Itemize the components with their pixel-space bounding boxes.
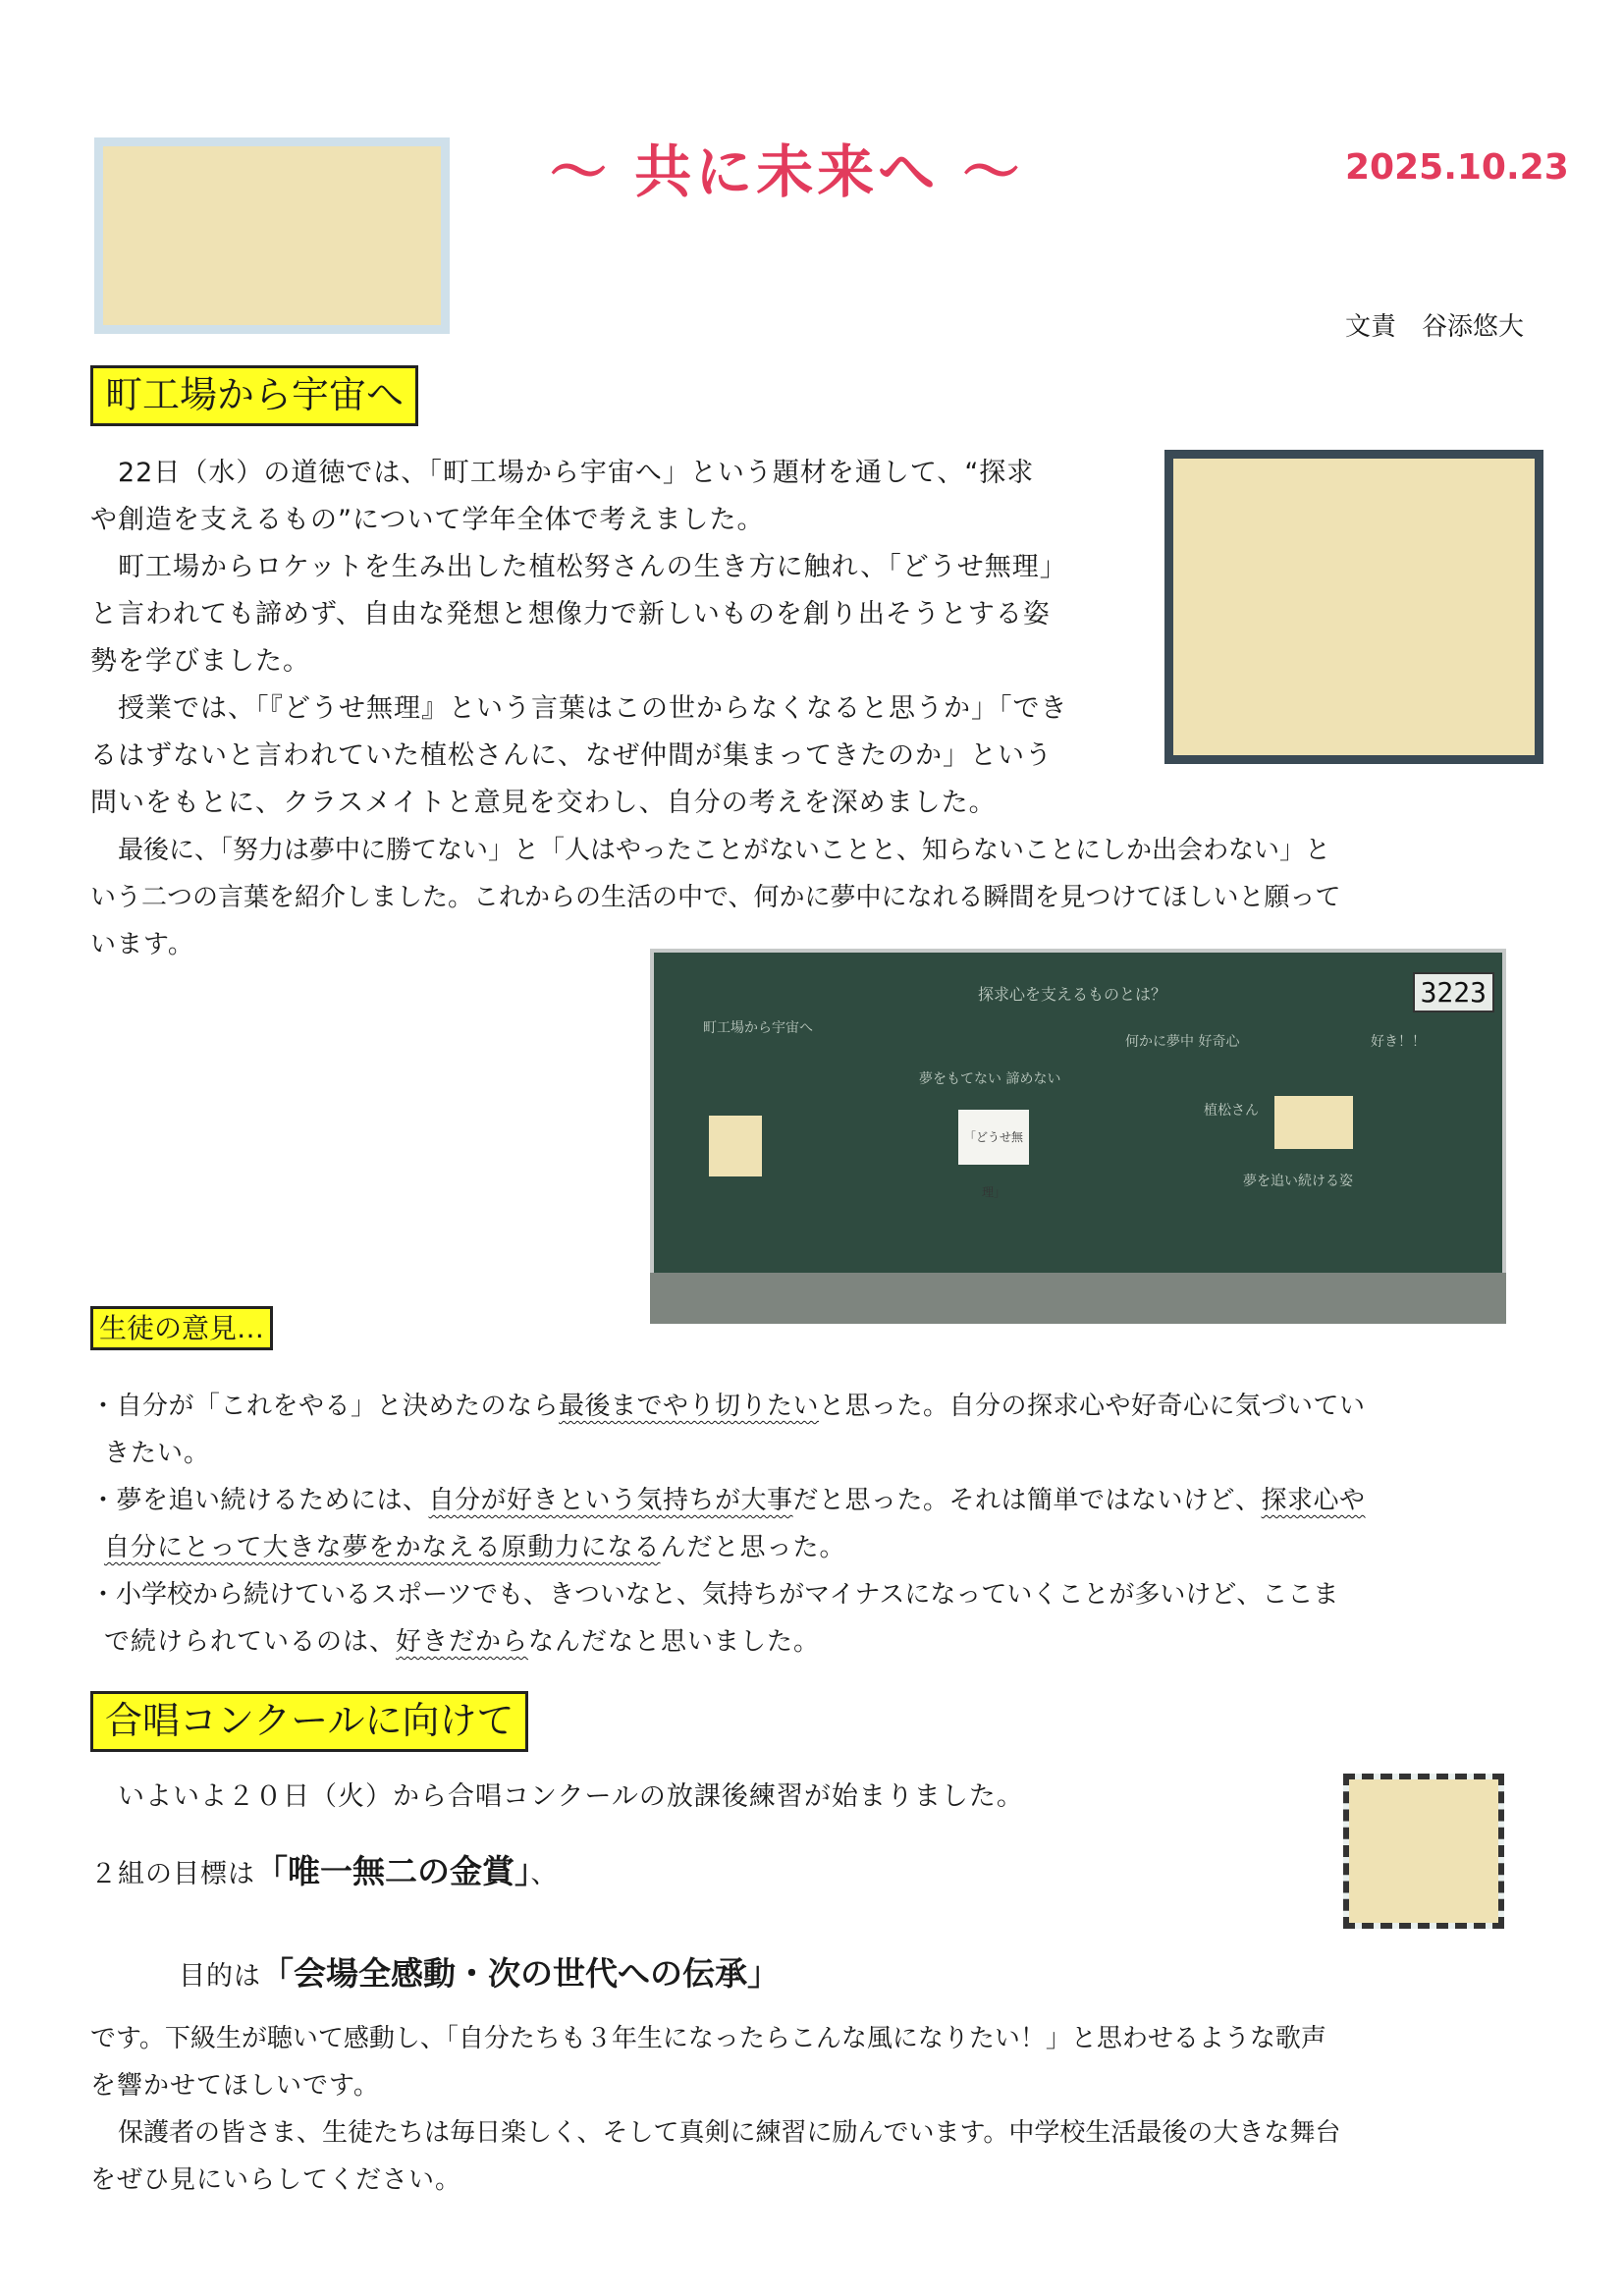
text: ・夢を追い続けるためには、	[90, 1486, 429, 1515]
board-counter: 3223	[1413, 972, 1494, 1012]
text: ・自分が「これをやる」と決めたのなら	[90, 1392, 560, 1421]
underlined-text: 自分にとって大きな夢をかなえる原動力になる	[104, 1533, 661, 1562]
redacted-image	[1349, 1779, 1498, 1923]
chalk-text: 町工場から宇宙へ	[703, 1020, 813, 1036]
underlined-text: 探求心や	[1261, 1486, 1366, 1515]
chalkboard-photo	[650, 949, 1506, 1324]
author-byline: 文責 谷添悠大	[1345, 312, 1525, 342]
opinion-item: ・小学校から続けているスポーツでも、きついなと、気持ちがマイナスになっていくことが多いけど、ここま	[90, 1580, 1339, 1610]
paragraph: いよいよ２０日（火）から合唱コンクールの放課後練習が始まりました。	[118, 1781, 1024, 1812]
redacted-image	[103, 146, 441, 325]
section2-body	[90, 2015, 1543, 2204]
section1-body-wide	[90, 827, 1543, 968]
redacted-image	[1274, 1096, 1353, 1149]
lesson-photo	[1164, 450, 1543, 764]
underlined-text: 最後までやり切りたい	[559, 1392, 820, 1421]
class-goal	[90, 1846, 559, 1898]
page-title: ～ 共に未来へ ～	[550, 138, 1024, 205]
opinion-item	[90, 1383, 1543, 1430]
goal-value: 「唯一無二の金賞」	[255, 1852, 531, 1890]
paragraph: 最後に、「努力は夢中に勝てない」と「人はやったことがないことと、知らないことにしか出会わない」と	[118, 836, 1331, 865]
chalk-text: 夢を追い続ける姿	[1243, 1174, 1353, 1189]
chalk-text: 夢をもてない 諦めない	[919, 1071, 1061, 1087]
text: んだと思った。	[660, 1533, 846, 1562]
paragraph: を響かせてほしいです。	[90, 2071, 380, 2101]
chorus-photo	[1343, 1774, 1504, 1929]
paragraph: や創造を支えるもの”について学年全体で考えました。	[90, 505, 765, 535]
chalk-text: 探求心を支えるものとは？	[978, 985, 1167, 1004]
chalk-text: 何かに夢中 好奇心	[1125, 1034, 1240, 1050]
section-heading-opinions: 生徒の意見…	[90, 1306, 273, 1350]
header-photo	[94, 137, 450, 334]
chalk-text: 植松さん	[1204, 1103, 1259, 1119]
opinion-item	[90, 1524, 1543, 1571]
board-paper: 「どうせ無理」	[958, 1110, 1029, 1165]
paragraph: です。下級生が聴いて感動し、「自分たちも３年生になったらこんな風になりたい！」と思わせるような歌声	[90, 2024, 1326, 2053]
paragraph: るはずないと言われていた植松さんに、なぜ仲間が集まってきたのか」という	[90, 740, 1053, 771]
text: だと思った。それは簡単ではないけど、	[792, 1486, 1262, 1515]
text: なんだなと思いました。	[528, 1627, 821, 1657]
section-heading-chorus: 合唱コンクールに向けて	[90, 1691, 528, 1752]
underlined-text: 自分が好きという気持ちが大事	[428, 1486, 793, 1515]
redacted-image	[1173, 459, 1535, 755]
paragraph: 町工場からロケットを生み出した植松努さんの生き方に触れ、「どうせ無理」	[118, 552, 1067, 582]
purpose-label: 目的は	[179, 1961, 261, 1992]
board-tray	[650, 1273, 1506, 1324]
paragraph: 問いをもとに、クラスメイトと意見を交わし、自分の考えを深めました。	[90, 788, 997, 818]
class-purpose	[179, 1948, 780, 2000]
paragraph: をぜひ見にいらしてください。	[90, 2165, 462, 2195]
purpose-value: 「会場全感動・次の世代への伝承」	[261, 1954, 780, 1993]
paragraph: 勢を学びました。	[90, 646, 310, 677]
section-heading-factory: 町工場から宇宙へ	[90, 365, 418, 426]
paragraph: 保護者の皆さま、生徒たちは毎日楽しく、そして真剣に練習に励んでいます。中学校生活最後の大きな舞台	[118, 2118, 1341, 2148]
text: で続けられているのは、	[104, 1627, 397, 1657]
paragraph: います。	[90, 930, 194, 959]
issue-date: 2025.10.23	[1345, 147, 1569, 188]
opinion-item	[90, 1477, 1543, 1524]
text: と思った。自分の探求心や好奇心に気づいてい	[819, 1392, 1366, 1421]
text: 、	[530, 1859, 559, 1889]
paragraph: 22日（水）の道徳では、「町工場から宇宙へ」という題材を通して、“探求	[118, 458, 1035, 488]
opinions-list	[90, 1383, 1543, 1666]
redacted-image	[709, 1116, 762, 1176]
paragraph: と言われても諦めず、自由な発想と想像力で新しいものを創り出そうとする姿	[90, 599, 1051, 629]
section1-body	[90, 450, 1151, 827]
underlined-text: 好きだから	[396, 1627, 529, 1657]
paragraph: 授業では、「『どうせ無理』という言葉はこの世からなくなると思うか」「でき	[118, 693, 1068, 724]
paragraph: いう二つの言葉を紹介しました。これからの生活の中で、何かに夢中になれる瞬間を見つけてほしいと願って	[90, 883, 1341, 912]
opinion-item: きたい。	[104, 1439, 211, 1468]
chalk-text: 好き！！	[1371, 1034, 1426, 1050]
goal-label: ２組の目標は	[90, 1859, 255, 1889]
opinion-item	[90, 1618, 1543, 1666]
